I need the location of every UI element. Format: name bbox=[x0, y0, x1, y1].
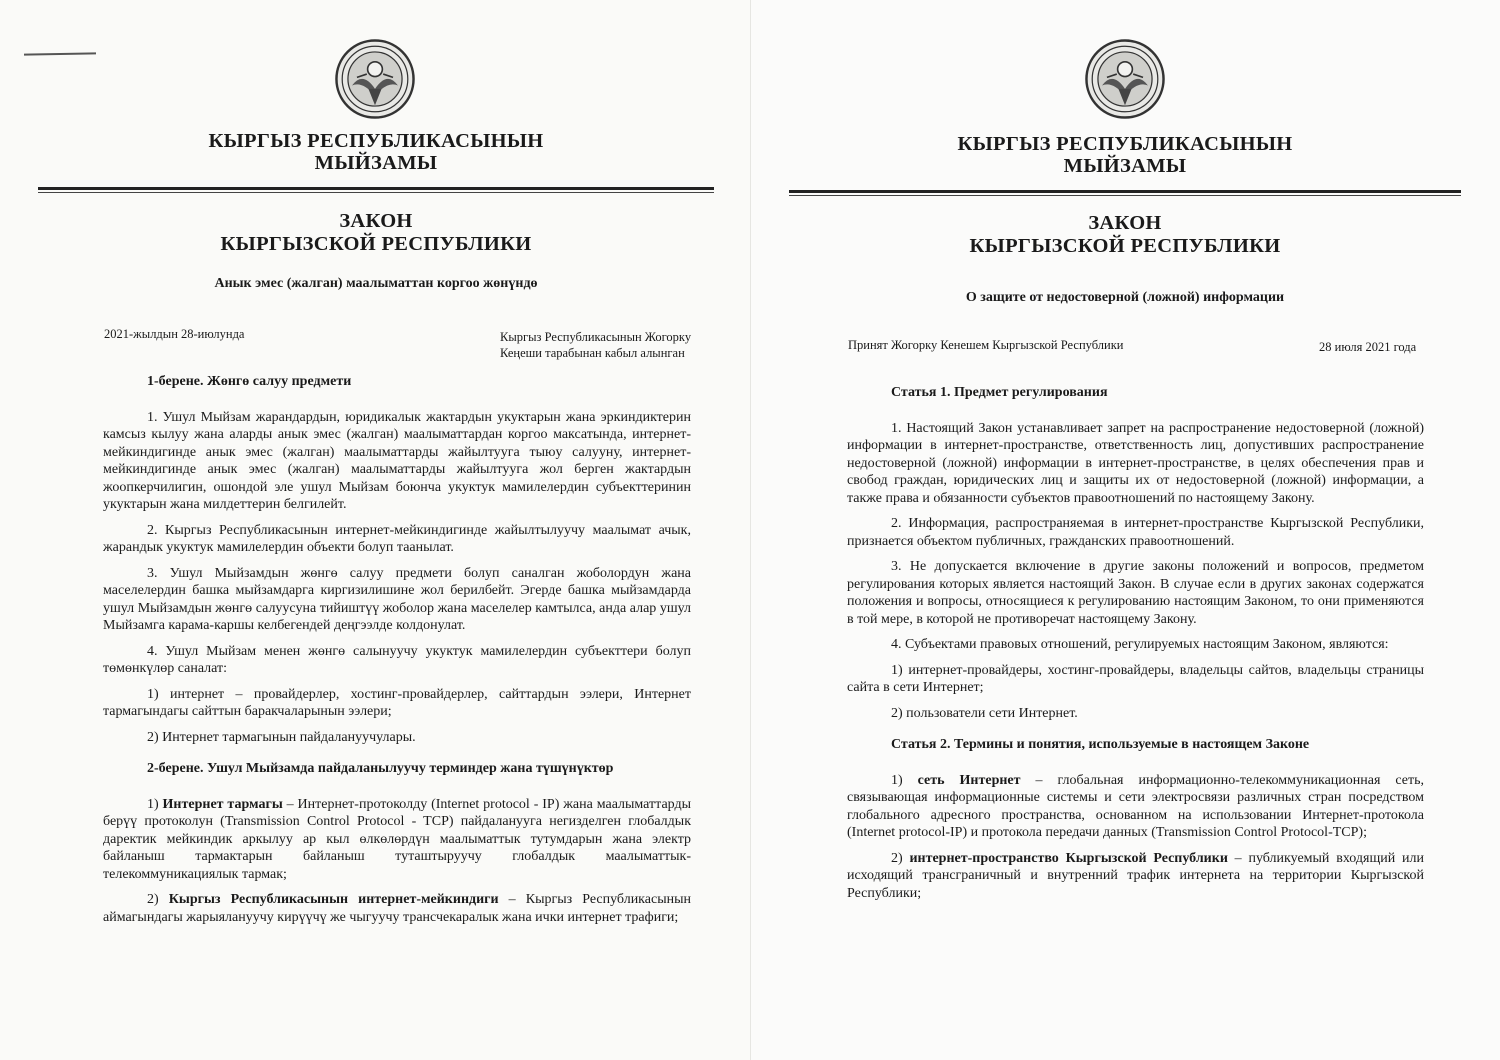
heading-kyrgyz-line2: МЫЙЗАМЫ bbox=[1063, 155, 1187, 177]
term-definition: – Интернет-протоколду (Internet protocol - IP) жана маалыматтарды берүү протоколун (Transmission Control Protocol - TCP) пайдаланууга негизделген глобалдык даректик мейкиндик аркылуу ар кыл өлкөлөрдүн маалыматтык тутумдарын жана электр байланыш тармактарын байланыш туташтыруучу глобалдык маалыматтык-телекоммуникациялык тармак; bbox=[103, 796, 691, 882]
adoption-date: 2021-жылдын 28-июлунда bbox=[104, 327, 245, 341]
law-body bbox=[103, 373, 691, 934]
article-1-paragraph-3: 3. Ушул Мыйзамдын жөнгө салуу предмети болуп саналган жоболордун жана маселелердин башка мыйзамдарга киргизилишине жол берилбейт. Эгерде башка мыйзамдарда ушул Мыйзамдын жөнгө салуусуна тийиштүү жоболор жана маселелер камтылса, анда алар ушул Мыйзамга карама-каршы келбегендей деңгээлде колдонулат. bbox=[103, 565, 691, 633]
term-definition: – публикуемый входящий или исходящий трансграничный и внутренний трафик интернета на территории Кыргызской Республики; bbox=[847, 850, 1424, 901]
article-1-item-1: 1) интернет-провайдеры, хостинг-провайдеры, владельцы сайтов, владельцы страницы сайта в сети Интернет; bbox=[847, 662, 1424, 695]
term-name: Интернет тармагы bbox=[162, 796, 283, 812]
term-name: сеть Интернет bbox=[917, 772, 1021, 788]
law-subject: О защите от недостоверной (ложной) информации bbox=[965, 290, 1285, 305]
article-1-title: Статья 1. Предмет регулирования bbox=[891, 385, 1108, 400]
heading-russian-line2: КЫРГЫЗСКОЙ РЕСПУБЛИКИ bbox=[969, 235, 1281, 257]
heading-kyrgyz bbox=[40, 130, 712, 174]
law-subject: Анык эмес (жалган) маалыматтан коргоо жөнүндө bbox=[214, 276, 538, 291]
article-1-paragraph-4: 4. Субъектами правовых отношений, регулируемых настоящим Законом, являются: bbox=[891, 637, 1389, 652]
term-name: Кыргыз Республикасынын интернет-мейкиндиги bbox=[168, 892, 499, 907]
article-1-paragraph-4: 4. Ушул Мыйзам менен жөнгө салынуучу укуктук мамилелердин субъекттери болуп төмөнкүлөр саналат: bbox=[103, 643, 691, 676]
adopted-by bbox=[500, 329, 691, 361]
adopted-by-line1: Кыргыз Республикасынын Жогорку bbox=[500, 330, 692, 344]
state-emblem-icon bbox=[1084, 38, 1166, 120]
law-body bbox=[847, 384, 1424, 910]
heading-kyrgyz-line1: КЫРГЫЗ РЕСПУБЛИКАСЫНЫН bbox=[957, 133, 1293, 155]
margin-mark bbox=[24, 52, 96, 55]
heading-russian bbox=[789, 212, 1461, 258]
article-1-item-2: 2) Интернет тармагынын пайдалануучулары. bbox=[147, 729, 416, 745]
article-2-term-1 bbox=[103, 796, 691, 884]
article-2-title: Статья 2. Термины и понятия, используемые в настоящем Законе bbox=[891, 737, 1310, 752]
state-emblem-icon bbox=[334, 38, 416, 120]
term-definition: – Кыргыз Республикасынын аймагындагы жарыялануучу кирүүчү же чыгуучу трансчекаралык жана ички интернет трафиги; bbox=[103, 892, 691, 925]
header-divider bbox=[38, 187, 714, 190]
article-1-paragraph-1: 1. Ушул Мыйзам жарандардын, юридикалык жактардын укуктарын жана эркиндиктерин камсыз кылуу жана аларды анык эмес (жалган) маалыматтардан коргоо максатында, интернет-мейкиндигинде анык эмес (жалган) маалыматтарды жайылтууга тыюу салууну, интернет-мейкиндигинде анык эмес (жалган) маалыматтарды жайылтууга жол берген жактардын жоопкерчилигин, ошондой эле ушул Мыйзам боюнча укуктук мамилелердин субъекттеринин укуктарын жана милдеттерин белгилейт. bbox=[103, 409, 691, 512]
article-2-term-1 bbox=[847, 772, 1424, 842]
article-1-paragraph-1: 1. Настоящий Закон устанавливает запрет на распространение недостоверной (ложной) информации в интернет-пространстве, ответственность лиц, допустивших распространение недостоверной (ложной) информации в интернет-пространстве, в целях обеспечения прав и свобод граждан, юридических лиц и защиты их от недостоверной (ложной) информации, а также права и обязанности субъектов правоотношений по настоящему Закону. bbox=[847, 420, 1424, 506]
adopted-by: Принят Жогорку Кенешем Кыргызской Республики bbox=[848, 338, 1124, 352]
term-number: 1) bbox=[147, 796, 163, 812]
article-1-item-2: 2) пользователи сети Интернет. bbox=[891, 705, 1078, 721]
heading-kyrgyz-line2: МЫЙЗАМЫ bbox=[314, 152, 438, 174]
heading-russian-line1: ЗАКОН bbox=[1088, 212, 1162, 234]
heading-kyrgyz-line1: КЫРГЫЗ РЕСПУБЛИКАСЫНЫН bbox=[208, 130, 544, 152]
term-name: интернет-пространство Кыргызской Республики bbox=[909, 850, 1228, 866]
term-number: 2) bbox=[891, 850, 910, 866]
article-2-term-2 bbox=[103, 891, 691, 926]
term-definition: – глобальная информационно-телекоммуникационная сеть, связывающая информационные системы и сети электросвязи различных стран посредством глобального адресного пространства, основанном на использовании Интернет-протокола (Internet protocol-IP) и протокола передачи данных (Transmission Control Protocol-TCP); bbox=[847, 772, 1424, 840]
article-1-title: 1-берене. Жөнгө салуу предмети bbox=[147, 374, 352, 389]
article-1-item-1: 1) интернет – провайдерлер, хостинг-провайдерлер, сайттардын ээлери, Интернет тармагындагы сайттын баракчаларынын ээлери; bbox=[103, 686, 691, 719]
heading-russian bbox=[40, 210, 712, 256]
article-1-paragraph-3: 3. Не допускается включение в другие законы положений и вопросов, предметом регулирования которых является настоящий Закон. В случае если в других законах содержатся положения и вопросы, относящиеся к регулированию настоящим Законом, то они применяются в той мере, в которой не противоречат настоящему Закону. bbox=[847, 559, 1424, 627]
adoption-date: 28 июля 2021 года bbox=[1319, 340, 1417, 354]
adopted-by-line2: Кеңеши тарабынан кабыл алынган bbox=[500, 346, 685, 360]
header-divider bbox=[789, 190, 1461, 193]
heading-kyrgyz bbox=[789, 133, 1461, 177]
right-page bbox=[750, 0, 1500, 1060]
article-1-paragraph-2: 2. Кыргыз Республикасынын интернет-мейкиндигинде жайылтылуучу маалымат ачык, жарандык укуктук мамилелердин объекти болуп таанылат. bbox=[103, 522, 691, 555]
term-number: 2) bbox=[147, 892, 169, 907]
article-2-title: 2-берене. Ушул Мыйзамда пайдаланылуучу терминдер жана түшүнүктөр bbox=[147, 761, 614, 776]
term-number: 1) bbox=[891, 772, 918, 788]
article-2-term-2 bbox=[847, 850, 1424, 903]
heading-russian-line2: КЫРГЫЗСКОЙ РЕСПУБЛИКИ bbox=[220, 233, 532, 255]
article-1-paragraph-2: 2. Информация, распространяемая в интернет-пространстве Кыргызской Республики, признается объектом публичных, гражданских правоотношений. bbox=[847, 516, 1424, 549]
heading-russian-line1: ЗАКОН bbox=[339, 210, 413, 232]
